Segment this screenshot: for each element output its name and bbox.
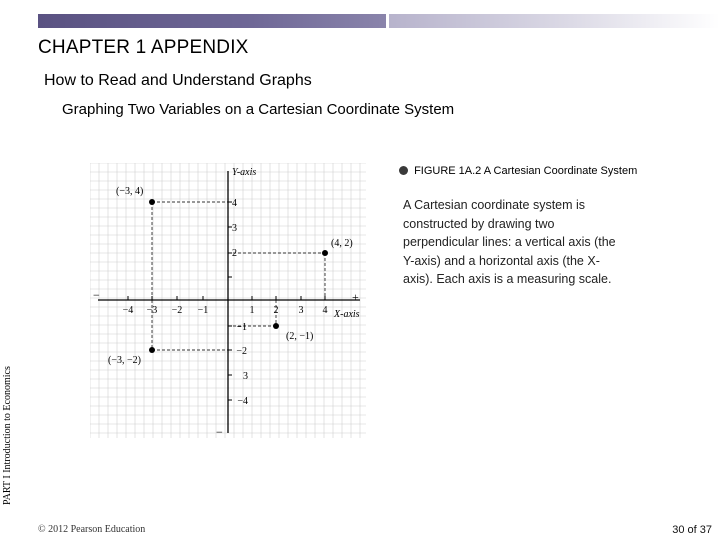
figure-caption-text: A Cartesian Coordinate System (483, 165, 638, 177)
x-tick-label: −4 (122, 305, 134, 316)
y-tick-labels (232, 198, 248, 407)
x-tick-label: 1 (249, 305, 255, 316)
y-tick-label: −1 (236, 322, 247, 333)
figure-bullet-icon (399, 166, 408, 175)
point-labels (108, 186, 353, 366)
x-tick-label: 4 (322, 305, 328, 316)
header-bar-left (38, 14, 386, 28)
x-axis-minus-sign: − (93, 288, 100, 302)
x-axis-plus-sign: + (352, 290, 359, 304)
figure-description: A Cartesian coordinate system is constructed by drawing two perpendicular lines: a vertical axis (the Y-axis) and a horizontal axis (the X-axis). Each axis is a measuring scale. (403, 198, 616, 286)
figure-label: FIGURE 1A.2 (414, 165, 482, 177)
x-tick-label: 3 (298, 305, 304, 316)
slide-subtitle: How to Read and Understand Graphs (44, 72, 312, 89)
y-tick-label: 2 (232, 248, 237, 259)
point-a (149, 199, 155, 205)
part-label: PART I Introduction to Economics (2, 366, 13, 505)
axes (98, 171, 360, 433)
point-b (322, 250, 328, 256)
header-bar-right (389, 14, 720, 28)
figure-caption (399, 164, 649, 178)
point-c (273, 323, 279, 329)
point-label-b: (4, 2) (331, 238, 353, 249)
x-tick-label: −2 (171, 305, 183, 316)
x-tick-label: −3 (146, 305, 158, 316)
x-axis-label: X-axis (334, 309, 360, 320)
y-axis-minus-sign: − (216, 425, 223, 438)
point-label-c: (2, −1) (286, 331, 314, 342)
cartesian-graph (90, 163, 366, 438)
y-tick-label: −4 (237, 396, 248, 407)
y-tick-label: 3 (232, 223, 237, 234)
x-tick-label: −1 (197, 305, 209, 316)
point-d (149, 347, 155, 353)
point-label-a: (−3, 4) (116, 186, 144, 197)
copyright: © 2012 Pearson Education (38, 524, 146, 535)
y-tick-label: −2 (236, 346, 247, 357)
x-tick-label: 2 (273, 305, 279, 316)
section-heading: Graphing Two Variables on a Cartesian Coordinate System (62, 101, 455, 118)
y-axis-label: Y-axis (232, 167, 257, 178)
y-tick-label: 4 (232, 198, 237, 209)
y-tick-label: 3 (243, 371, 248, 382)
point-label-d: (−3, −2) (108, 355, 141, 366)
page-number: 30 of 37 (672, 524, 712, 536)
slide-title: CHAPTER 1 APPENDIX (38, 37, 249, 58)
